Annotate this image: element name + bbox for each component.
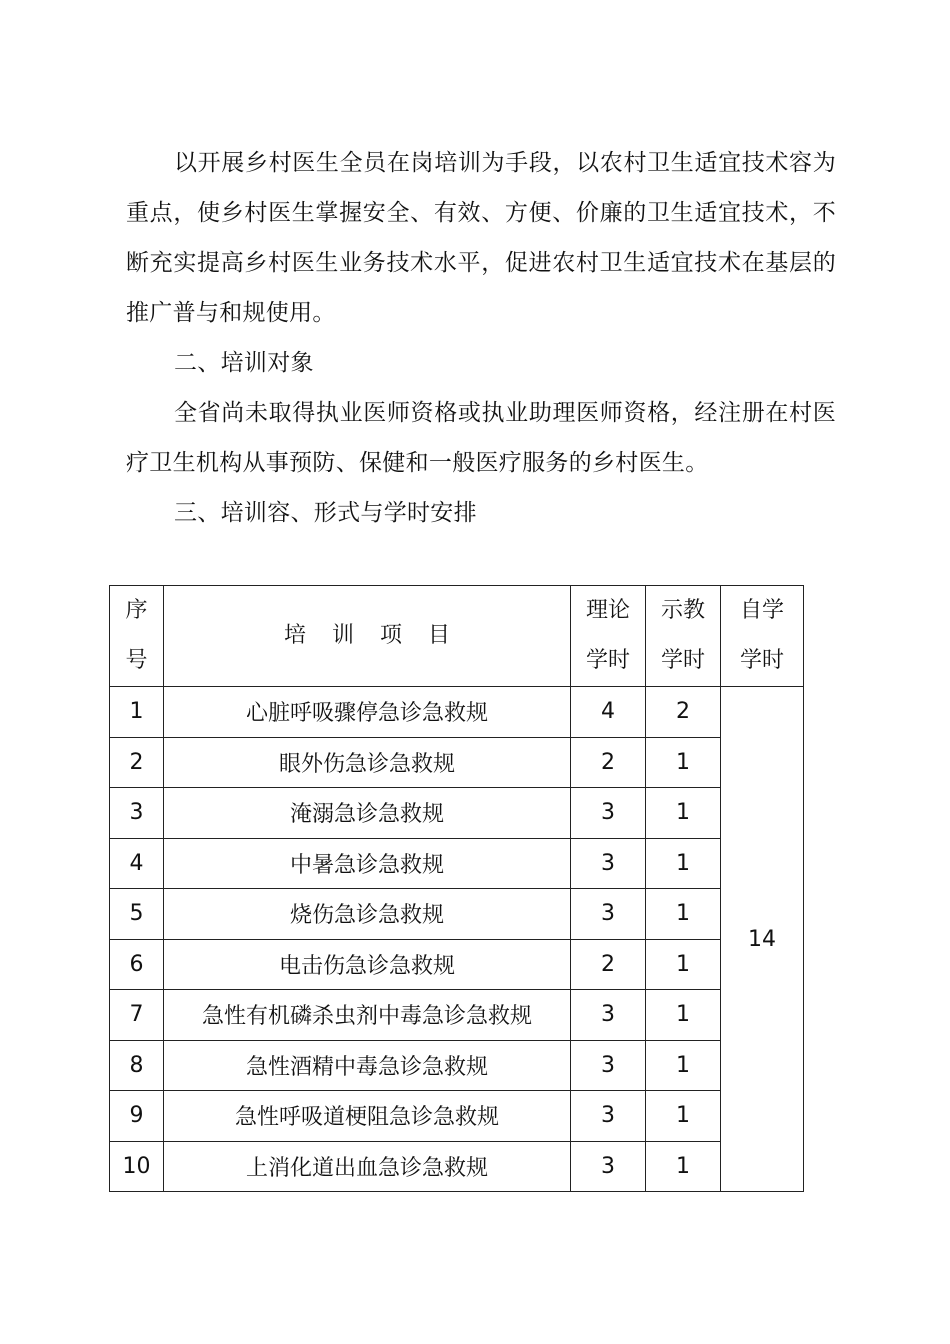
row-demo-hours: 1 [646,889,721,940]
row-item: 急性有机磷杀虫剂中毒急诊急救规 [164,990,571,1041]
table-row [110,1040,804,1091]
row-item: 电击伤急诊急救规 [164,939,571,990]
section-heading-training-content: 三、培训容、形式与学时安排 [174,500,477,526]
row-theory-hours: 2 [571,737,646,788]
row-theory-hours: 3 [571,788,646,839]
row-item: 心脏呼吸骤停急诊急救规 [164,687,571,738]
row-no: 4 [110,838,164,889]
row-theory-hours: 4 [571,687,646,738]
table-row [110,687,804,738]
row-theory-hours: 3 [571,889,646,940]
row-no: 9 [110,1091,164,1142]
row-demo-hours: 1 [646,1040,721,1091]
intro-paragraph: 以开展乡村医生全员在岗培训为手段，以农村卫生适宜技术容为重点，使乡村医生掌握安全、有效、方便、价廉的卫生适宜技术，不断充实提高乡村医生业务技术水平，促进农村卫生适宜技术在基层的推广普与和规使用。 [126,150,836,326]
row-theory-hours: 3 [571,990,646,1041]
header-demo-hours: 示教 学时 [646,586,721,687]
section-heading-training-target: 二、培训对象 [174,350,314,376]
row-no: 8 [110,1040,164,1091]
row-item: 烧伤急诊急救规 [164,889,571,940]
row-item: 上消化道出血急诊急救规 [164,1141,571,1192]
row-demo-hours: 1 [646,1091,721,1142]
table-header-row [110,586,804,687]
table-row [110,939,804,990]
row-item: 急性呼吸道梗阻急诊急救规 [164,1091,571,1142]
row-theory-hours: 3 [571,1040,646,1091]
table-row [110,1091,804,1142]
row-demo-hours: 1 [646,788,721,839]
row-demo-hours: 1 [646,939,721,990]
training-target-paragraph: 全省尚未取得执业医师资格或执业助理医师资格，经注册在村医疗卫生机构从事预防、保健和一般医疗服务的乡村医生。 [126,400,836,476]
table-row [110,788,804,839]
row-item: 中暑急诊急救规 [164,838,571,889]
row-demo-hours: 1 [646,990,721,1041]
table-row [110,838,804,889]
row-theory-hours: 2 [571,939,646,990]
row-theory-hours: 3 [571,1091,646,1142]
row-item: 淹溺急诊急救规 [164,788,571,839]
header-self-study-hours: 自学 学时 [721,586,804,687]
row-demo-hours: 2 [646,687,721,738]
row-no: 6 [110,939,164,990]
header-no: 序 号 [110,586,164,687]
row-demo-hours: 1 [646,1141,721,1192]
row-item: 急性酒精中毒急诊急救规 [164,1040,571,1091]
row-no: 7 [110,990,164,1041]
row-item: 眼外伤急诊急救规 [164,737,571,788]
row-no: 10 [110,1141,164,1192]
training-schedule-table [109,585,804,1192]
table-row [110,990,804,1041]
table-row [110,737,804,788]
row-no: 3 [110,788,164,839]
row-no: 2 [110,737,164,788]
row-theory-hours: 3 [571,1141,646,1192]
header-theory-hours: 理论 学时 [571,586,646,687]
table-row [110,1141,804,1192]
row-no: 1 [110,687,164,738]
header-item: 培 训 项 目 [164,586,571,687]
row-demo-hours: 1 [646,737,721,788]
self-study-hours-total: 14 [721,687,804,1192]
row-demo-hours: 1 [646,838,721,889]
row-no: 5 [110,889,164,940]
table-row [110,889,804,940]
row-theory-hours: 3 [571,838,646,889]
